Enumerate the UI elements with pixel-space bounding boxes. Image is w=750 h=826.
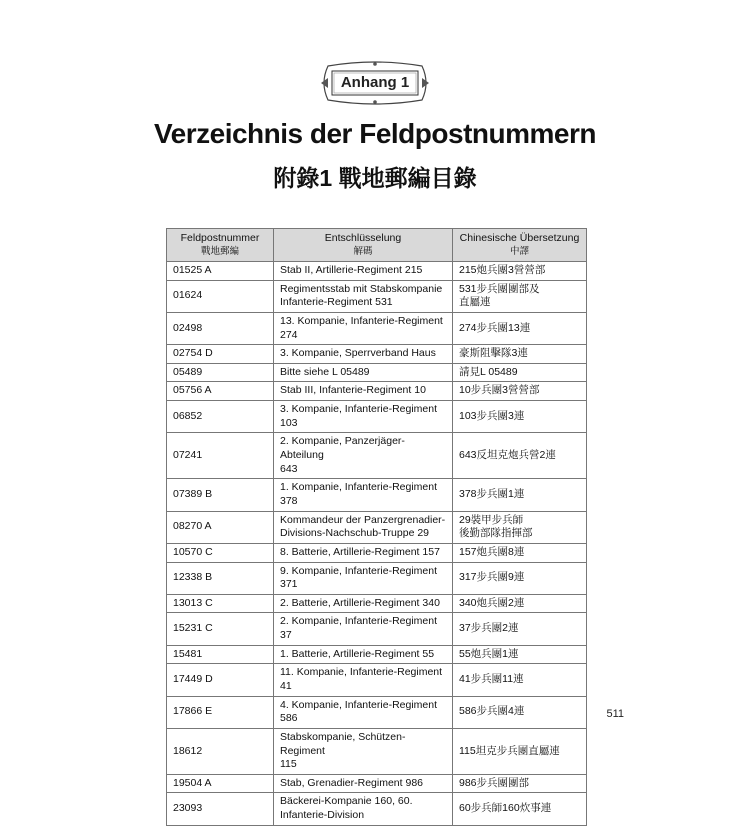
feldpostnummer-cell: 12338 B [167,562,274,594]
table-row [167,312,587,344]
cell-text-line: 115坦克步兵團直屬連 [459,744,560,757]
header-sublabel: 解碼 [353,245,373,257]
entschluesselung-cell [274,793,453,825]
cell-text-line: 8. Batterie, Artillerie-Regiment 157 [280,545,440,558]
cell-text-line: 41步兵團11連 [459,673,524,686]
table-row [167,280,587,312]
table-row [167,433,587,479]
feldpostnummer-cell: 01624 [167,280,274,312]
feldpostnummer-cell: 07241 [167,433,274,479]
table-row [167,511,587,543]
cell-text-line: 11. Kompanie, Infanterie-Regiment 41 [280,666,443,692]
uebersetzung-cell [453,511,587,543]
cell-text-line: 直屬連 [459,296,491,309]
cell-text-line: 274步兵團13連 [459,321,531,334]
feldpostnummer-cell: 02498 [167,312,274,344]
entschluesselung-cell [274,280,453,312]
page-number: 511 [606,708,624,720]
uebersetzung-cell [453,645,587,664]
table-row [167,613,587,645]
entschluesselung-cell [274,664,453,696]
cell-text-line: 103步兵團3連 [459,409,525,422]
cell-text-line: 2. Batterie, Artillerie-Regiment 340 [280,596,440,609]
entschluesselung-cell [274,613,453,645]
table-row [167,664,587,696]
uebersetzung-cell [453,728,587,774]
entschluesselung-cell [274,543,453,562]
appendix-badge [0,60,750,106]
table-row [167,363,587,382]
entschluesselung-cell [274,433,453,479]
appendix-label: Anhang 1 [340,74,410,91]
cell-text-line: 378步兵團1連 [459,488,525,501]
cell-text-line: 2. Kompanie, Panzerjäger-Abteilung [280,435,405,462]
uebersetzung-cell [453,613,587,645]
feldpostnummer-cell: 01525 A [167,261,274,280]
cell-text-line: 1. Kompanie, Infanterie-Regiment 378 [280,481,438,507]
entschluesselung-cell [274,261,453,280]
entschluesselung-cell [274,594,453,613]
feldpostnummer-cell: 02754 D [167,345,274,364]
cell-text-line: 340炮兵團2連 [459,596,525,609]
table-header-row [167,229,587,262]
uebersetzung-cell [453,793,587,825]
cell-text-line: Divisions-Nachschub-Truppe 29 [280,527,430,540]
header-entschluesselung [274,229,453,262]
table-row [167,728,587,774]
cell-text-line: 643反坦克炮兵營2連 [459,449,556,462]
cell-text-line: 531步兵團團部及 [459,282,540,295]
cell-text-line: 9. Kompanie, Infanterie-Regiment 371 [280,564,438,591]
cell-text-line: Infanterie-Regiment 531 [280,296,393,309]
table-row [167,543,587,562]
feldpost-table [166,228,587,826]
uebersetzung-cell [453,543,587,562]
feldpostnummer-cell: 17449 D [167,664,274,696]
entschluesselung-cell [274,774,453,793]
table-row [167,562,587,594]
cell-text-line: Bäckerei-Kompanie 160, 60. [280,795,413,808]
feldpostnummer-cell: 19504 A [167,774,274,793]
cell-text-line: Bitte siehe L 05489 [280,365,370,378]
cell-text-line: Stab, Grenadier-Regiment 986 [280,776,423,789]
cell-text-line: 115 [280,758,297,771]
cell-text-line: 215炮兵團3營營部 [459,263,546,276]
entschluesselung-cell [274,312,453,344]
cell-text-line: Regimentsstab mit Stabskompanie [280,282,443,295]
entschluesselung-cell [274,728,453,774]
entschluesselung-cell [274,645,453,664]
uebersetzung-cell [453,774,587,793]
feldpostnummer-cell: 08270 A [167,511,274,543]
table-body [167,261,587,825]
feldpostnummer-cell: 13013 C [167,594,274,613]
table-row [167,774,587,793]
cell-text-line: Stab II, Artillerie-Regiment 215 [280,263,423,276]
table-row [167,401,587,433]
feldpostnummer-cell: 06852 [167,401,274,433]
feldpostnummer-cell: 10570 C [167,543,274,562]
uebersetzung-cell [453,664,587,696]
cell-text-line: 37步兵團2連 [459,622,519,635]
uebersetzung-cell [453,261,587,280]
feldpostnummer-cell: 05756 A [167,382,274,401]
cell-text-line: 29裝甲步兵師 [459,513,524,526]
uebersetzung-cell [453,401,587,433]
table-row [167,261,587,280]
cell-text-line: 4. Kompanie, Infanterie-Regiment 586 [280,698,438,725]
cell-text-line: 13. Kompanie, Infanterie-Regiment [280,314,443,327]
uebersetzung-cell [453,433,587,479]
feldpostnummer-cell: 07389 B [167,479,274,511]
uebersetzung-cell [453,363,587,382]
header-label: Feldpostnummer [180,232,260,244]
cell-text-line: 請見L 05489 [459,365,518,378]
entschluesselung-cell [274,479,453,511]
feldpostnummer-cell: 23093 [167,793,274,825]
entschluesselung-cell [274,382,453,401]
cell-text-line: 55炮兵團1連 [459,647,519,660]
cell-text-line: 後勤部隊指揮部 [459,527,533,540]
uebersetzung-cell [453,345,587,364]
cell-text-line: Kommandeur der Panzergrenadier- [280,513,446,526]
uebersetzung-cell [453,312,587,344]
cell-text-line: 10步兵團3營營部 [459,384,540,397]
table-row [167,645,587,664]
cell-text-line: 586步兵團4連 [459,705,525,718]
feldpostnummer-cell: 15231 C [167,613,274,645]
cell-text-line: 3. Kompanie, Sperrverband Haus [280,347,436,360]
entschluesselung-cell [274,363,453,382]
cell-text-line: Stab III, Infanterie-Regiment 10 [280,384,426,397]
header-uebersetzung [453,229,587,262]
entschluesselung-cell [274,562,453,594]
cell-text-line: 2. Kompanie, Infanterie-Regiment 37 [280,615,438,642]
cell-text-line: 3. Kompanie, Infanterie-Regiment 103 [280,403,438,429]
feldpostnummer-cell: 18612 [167,728,274,774]
cell-text-line: 1. Batterie, Artillerie-Regiment 55 [280,647,435,660]
table-row [167,793,587,825]
uebersetzung-cell [453,594,587,613]
cell-text-line: 274 [280,328,298,341]
entschluesselung-cell [274,511,453,543]
uebersetzung-cell [453,562,587,594]
header-sublabel: 中譯 [509,245,529,257]
page-title: Verzeichnis der Feldpostnummern [154,118,596,149]
uebersetzung-cell [453,479,587,511]
cell-text-line: 643 [280,462,298,475]
page-subtitle: 附錄1 戰地郵編目錄 [273,165,477,191]
cell-text-line: 豪斯阻擊隊3連 [459,347,528,360]
header-label: Chinesische Übersetzung [459,232,580,244]
entschluesselung-cell [274,345,453,364]
table-row [167,479,587,511]
uebersetzung-cell [453,382,587,401]
entschluesselung-cell [274,401,453,433]
uebersetzung-cell [453,280,587,312]
feldpostnummer-cell: 15481 [167,645,274,664]
feldpostnummer-cell: 05489 [167,363,274,382]
cell-text-line: Infanterie-Division [280,809,365,822]
header-label: Entschlüsselung [324,232,402,244]
table-row [167,594,587,613]
table-row [167,345,587,364]
header-sublabel: 戰地郵編 [200,245,239,257]
feldpostnummer-cell: 17866 E [167,696,274,728]
cell-text-line: Stabskompanie, Schützen-Regiment [280,730,406,757]
cell-text-line: 317步兵團9連 [459,571,525,584]
header-feldpostnummer [167,229,274,262]
cell-text-line: 60步兵師160炊事連 [459,802,552,815]
cell-text-line: 986步兵團團部 [459,776,530,789]
cell-text-line: 157炮兵團8連 [459,545,525,558]
table-row [167,382,587,401]
